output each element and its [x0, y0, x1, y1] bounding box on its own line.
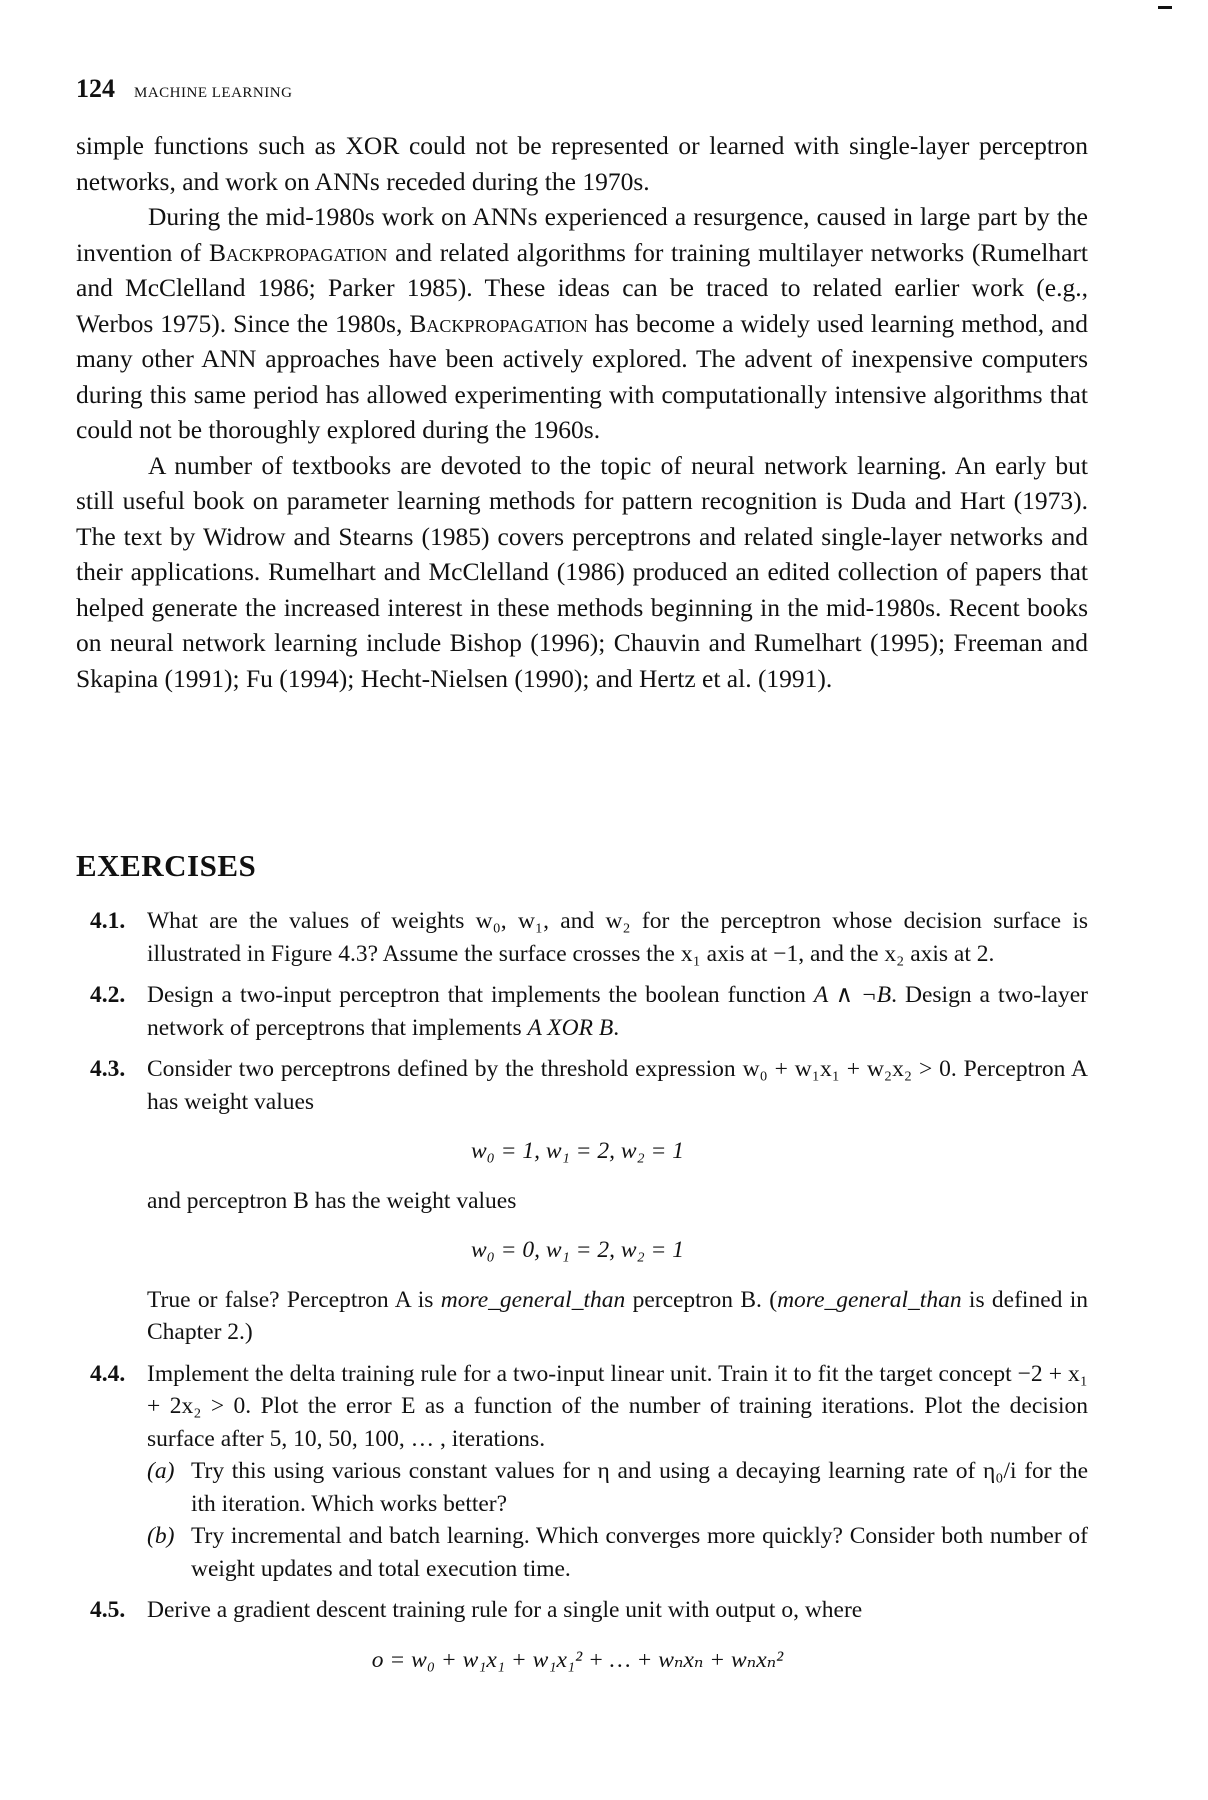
backpropagation-term: Backpropagation: [409, 308, 588, 338]
exercise-number: 4.5.: [90, 1597, 126, 1623]
exercise-text: [147, 1284, 1088, 1349]
exercise-4-2: [76, 979, 1088, 1044]
exercise-4-3: [76, 1053, 1088, 1349]
equation: o = w₀ + w₁x₁ + w₁x₁² + … + wₙxₙ + wₙxₙ²: [371, 1646, 784, 1673]
sub-text: Try this using various constant values for η and using a decaying learning rate of η₀/i for the ith iteration. Which works better?: [191, 1458, 1088, 1517]
exercise-4-4-b: [147, 1520, 1088, 1585]
math-expression: A XOR B: [527, 1014, 614, 1041]
term: more_general_than: [440, 1286, 626, 1313]
paragraph-3: A number of textbooks are devoted to the topic of neural network learning. An early but still useful book on parameter learning methods for pattern recognition is Duda and Hart (1973). The text by Widrow and Stearns (1985) covers perceptrons and related single-layer networks and their applications. Rumelhart and McClelland (1986) produced an edited collection of papers that helped generate the increased interest in these methods beginning in the mid-1980s. Recent books on neural network learning include Bishop (1996); Chauvin and Rumelhart (1995); Freeman and Skapina (1991); Fu (1994); Hecht-Nielsen (1990); and Hertz et al. (1991).: [76, 450, 1088, 693]
math-expression: A ∧ ¬B: [813, 982, 892, 1008]
exercise-text: Derive a gradient descent training rule for a single unit with output o, where: [147, 1597, 863, 1623]
text-fragment: is defined in Chapter 2.): [147, 1286, 1088, 1345]
exercise-number: 4.2.: [90, 982, 126, 1008]
exercise-text: and perceptron B has the weight values: [147, 1187, 517, 1214]
term: more_general_than: [777, 1286, 962, 1313]
p2-text-a: During the mid-1980s work on ANNs experienced a resurgence, caused in large part by the invention of: [76, 202, 1088, 267]
exercise-text: Implement the delta training rule for a two-input linear unit. Train it to fit the target concept −2 + x₁ + 2x₂ > 0. Plot the error E as a function of the number of training iterations. Plot the decision surface after 5, 10, 50, 100, … , iterations.: [147, 1360, 1088, 1452]
exercise-text: Design a two-input perceptron that implements the boolean function: [147, 982, 814, 1008]
exercise-text: What are the values of weights w₀, w₁, and w₂ for the perceptron whose decision surface is illustrated in Figure 4.3? Assume the surface crosses the x₁ axis at −1, and the x₂ axis at 2.: [147, 908, 1088, 967]
paragraph-1: simple functions such as XOR could not be represented or learned with single-layer perceptron networks, and work on ANNs receded during the 1970s.: [76, 131, 1088, 196]
p2-text-c: has become a widely used learning method, and many other ANN approaches have been actively explored. The advent of inexpensive computers during this same period has allowed experimenting with computationally intensive algorithms that could not be thoroughly explored during the 1960s.: [76, 308, 1088, 444]
exercise-4-5: [76, 1594, 1088, 1676]
exercise-4-1: [76, 905, 1088, 970]
exercise-number: 4.4.: [90, 1360, 126, 1387]
exercise-number: 4.1.: [90, 908, 126, 934]
body-text: [76, 128, 1088, 696]
exercise-4-4-a: [147, 1455, 1088, 1520]
p2-text-b: and related algorithms for training multilayer networks (Rumelhart and McClelland 1986; Parker 1985). These ideas can be traced to related earlier work (e.g., Werbos 1975). Since the 1980s,: [76, 237, 1088, 338]
sub-label: (b): [147, 1523, 175, 1549]
text-fragment: True or false? Perceptron A is: [147, 1286, 441, 1313]
backpropagation-term: Backpropagation: [209, 237, 388, 267]
sub-text: Try incremental and batch learning. Which converges more quickly? Consider both number of weight updates and total execution time.: [191, 1523, 1088, 1582]
running-title: MACHINE LEARNING: [134, 85, 293, 101]
page-header: [76, 74, 292, 104]
exercise-list: [76, 905, 1088, 1693]
page-number: 124: [76, 74, 115, 103]
equation: w₀ = 0, w₁ = 2, w₂ = 1: [470, 1237, 685, 1263]
equation: w₀ = 1, w₁ = 2, w₂ = 1: [470, 1138, 685, 1164]
exercise-4-4: [76, 1358, 1088, 1586]
exercise-text: . Design a two-layer network of perceptrons that implements: [147, 982, 1088, 1041]
exercise-text: Consider two perceptrons defined by the threshold expression w₀ + w₁x₁ + w₂x₂ > 0. Perceptron A has weight values: [147, 1056, 1088, 1115]
corner-mark: [1158, 6, 1172, 9]
exercise-text: .: [613, 1014, 620, 1041]
paragraph-2: [76, 199, 1088, 448]
sub-label: (a): [147, 1458, 175, 1484]
exercises-heading: EXERCISES: [76, 848, 257, 883]
text-fragment: perceptron B. (: [625, 1286, 778, 1313]
exercise-number: 4.3.: [90, 1056, 126, 1082]
